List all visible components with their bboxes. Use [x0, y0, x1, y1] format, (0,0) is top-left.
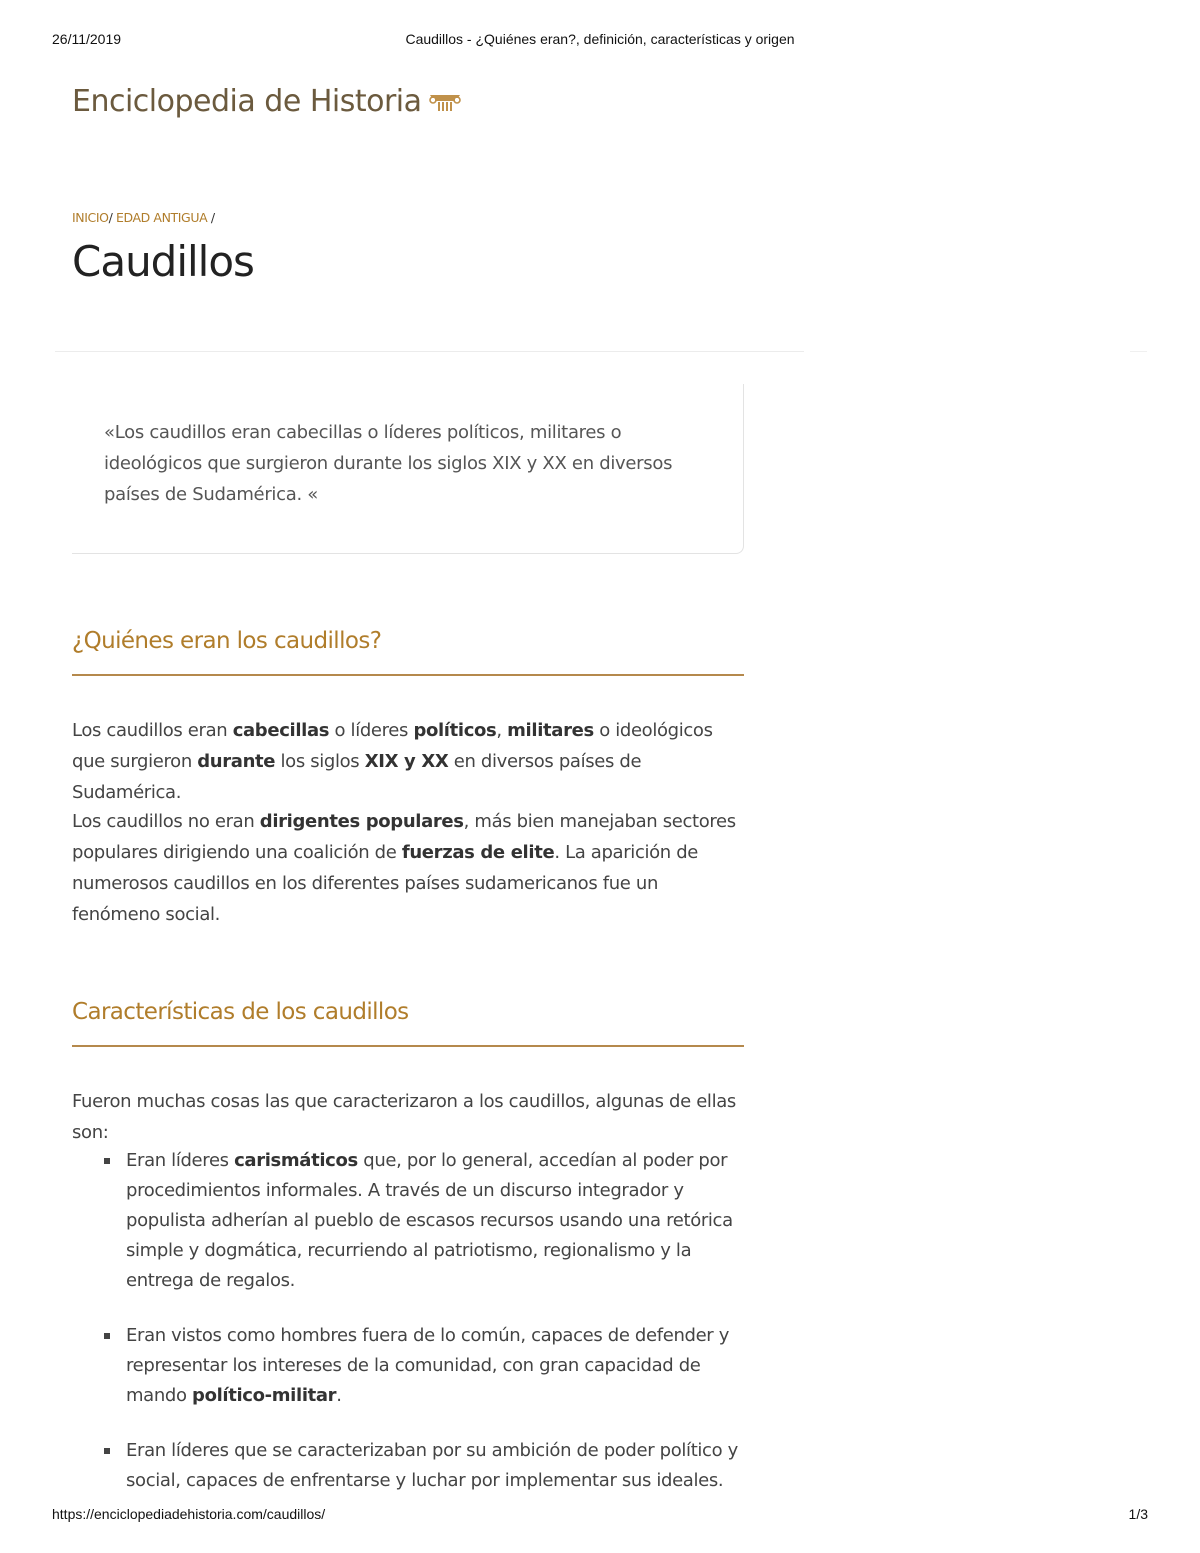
list-item-text: Eran líderes carismáticos que, por lo general, accedían al poder por procedimientos informales. A través de un discurso integrador y populista adherían al pueblo de escasos recursos usando una retórica simple y dogmática, recurriendo al patriotismo, regionalismo y la entrega de regalos. — [126, 1150, 733, 1291]
list-item-text: Eran vistos como hombres fuera de lo común, capaces de defender y representar los intereses de la comunidad, con gran capacidad de mando político-militar. — [126, 1325, 730, 1406]
list-item — [104, 1436, 744, 1496]
paragraph-intro: Fueron muchas cosas las que caracterizaron a los caudillos, algunas de ellas son: — [72, 1091, 736, 1143]
divider — [1130, 351, 1147, 352]
section-rule — [72, 674, 744, 676]
column-capital-icon — [428, 91, 462, 113]
breadcrumb — [72, 210, 215, 225]
list-item-text: Eran líderes que se caracterizaban por su ambición de poder político y social, capaces de enfrentarse y luchar por implementar sus ideales. — [126, 1440, 738, 1491]
page-url: https://enciclopediadehistoria.com/caudillos/ — [52, 1506, 326, 1522]
print-page-title: Caudillos - ¿Quiénes eran?, definición, características y origen — [405, 31, 795, 47]
breadcrumb-home[interactable]: INICIO — [72, 210, 109, 225]
breadcrumb-separator: / — [210, 210, 215, 225]
section-heading-caracteristicas: Características de los caudillos — [72, 999, 409, 1025]
site-logo[interactable] — [72, 84, 462, 119]
section-heading-quienes: ¿Quiénes eran los caudillos? — [72, 628, 382, 654]
list-item — [104, 1321, 744, 1411]
bullet-icon — [104, 1158, 110, 1164]
print-header — [0, 31, 1200, 51]
page-title: Caudillos — [72, 237, 254, 286]
bullet-icon — [104, 1448, 110, 1454]
list-item — [104, 1146, 744, 1296]
print-footer — [0, 1506, 1200, 1526]
divider — [55, 351, 804, 352]
summary-quote-box — [72, 384, 744, 554]
breadcrumb-category[interactable]: EDAD ANTIGUA — [115, 210, 208, 225]
print-date: 26/11/2019 — [52, 31, 122, 47]
bullet-icon — [104, 1333, 110, 1339]
page-number: 1/3 — [1128, 1506, 1148, 1522]
paragraph-elite: Los caudillos no eran dirigentes populares, más bien manejaban sectores populares dirigiendo una coalición de fuerzas de elite. La aparición de numerosos caudillos en los diferentes países sudamericanos fue un fenómeno social. — [72, 811, 736, 925]
section-rule — [72, 1045, 744, 1047]
summary-quote: «Los caudillos eran cabecillas o líderes políticos, militares o ideológicos que surgieron durante los siglos XIX y XX en diversos países de Sudamérica. « — [104, 422, 673, 505]
paragraph-definition: Los caudillos eran cabecillas o líderes políticos, militares o ideológicos que surgieron durante los siglos XIX y XX en diversos países de Sudamérica. — [72, 720, 713, 803]
breadcrumb-separator: / — [108, 210, 113, 225]
site-name: Enciclopedia de Historia — [72, 84, 422, 119]
